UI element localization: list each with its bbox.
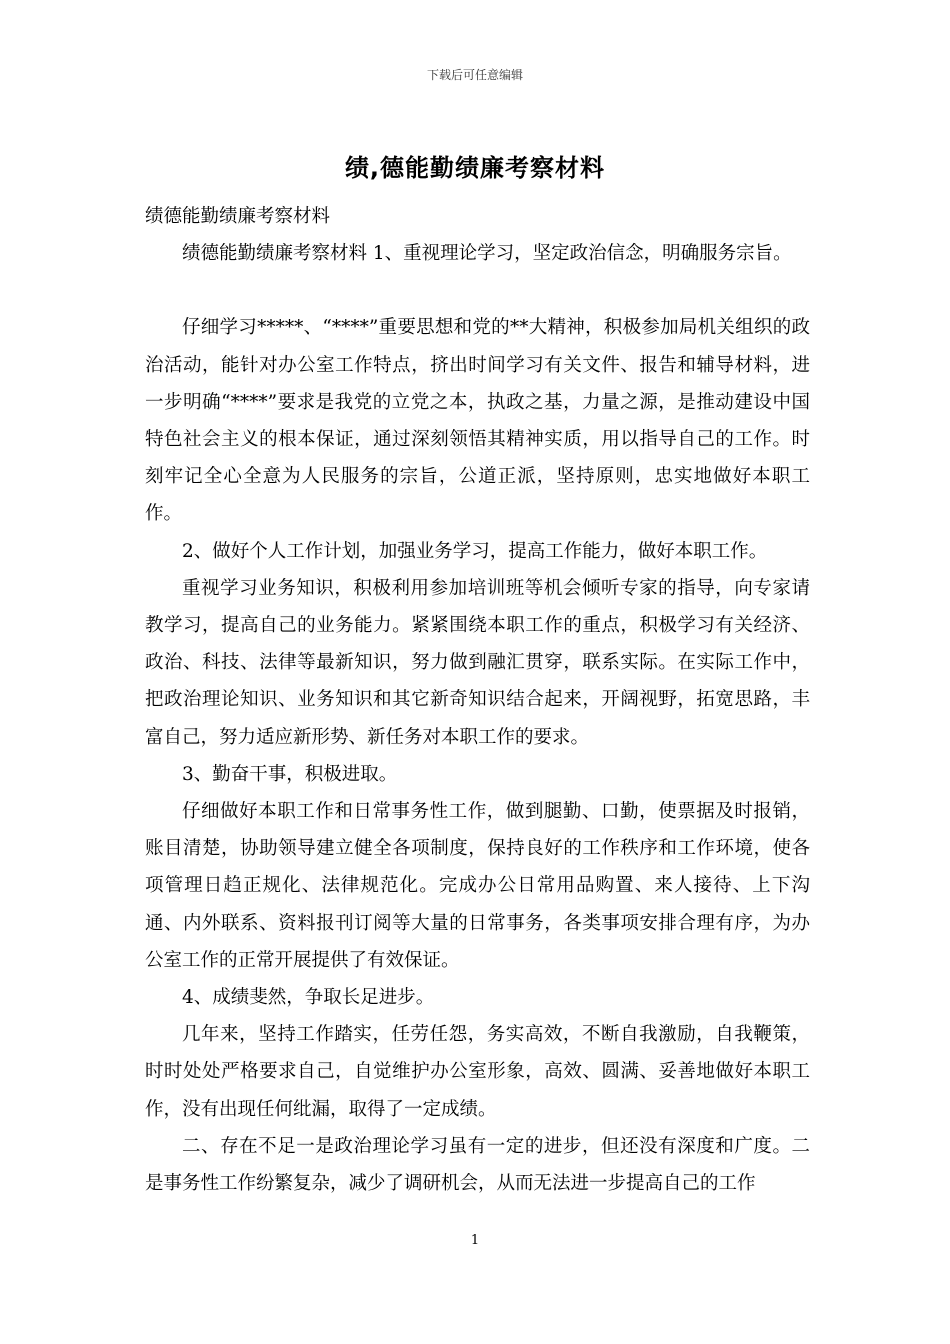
section-3-heading: 3、勤奋干事，积极进取。 [182,763,398,785]
body-paragraph: 仔细做好本职工作和日常事务性工作，做到腿勤、口勤，使票据及时报销，账目清楚，协助领导建立健全各项制度，保持良好的工作秩序和工作环境，使各项管理日趋正规化、法律规范化。完成办公日常用品购置、来人接待、上下沟通、内外联系、资料报刊订阅等大量的日常事务，各类事项安排合理有序，为办公室工作的正常开展提供了有效保证。 [145,801,810,971]
section-2-heading: 2、做好个人工作计划，加强业务学习，提高工作能力，做好本职工作。 [182,540,768,562]
section-4-heading: 4、成绩斐然，争取长足进步。 [182,987,435,1009]
document-title: 绩,德能勤绩廉考察材料 [344,154,606,182]
section-1-heading: 绩德能勤绩廉考察材料 1、重视理论学习，坚定政治信念，明确服务宗旨。 [182,243,792,265]
body-paragraph: 仔细学习*****、“****”重要思想和党的**大精神，积极参加局机关组织的政治活动，能针对办公室工作特点，挤出时间学习有关文件、报告和辅导材料，进一步明确“****”要求是我党的立党之本，执政之基，力量之源，是推动建设中国特色社会主义的根本保证，通过深刻领悟其精神实质，用以指导自己的工作。时刻牢记全心全意为人民服务的宗旨，公道正派，坚持原则，忠实地做好本职工作。 [145,317,810,525]
shortcomings-paragraph: 二、存在不足一是政治理论学习虽有一定的进步，但还没有深度和广度。二是事务性工作纷繁复杂，减少了调研机会，从而无法进一步提高自己的工作 [145,1135,810,1195]
document-body [145,198,810,1202]
body-paragraph: 几年来，坚持工作踏实，任劳任怨，务实高效，不断自我激励，自我鞭策，时时处处严格要求自己，自觉维护办公室形象，高效、圆满、妥善地做好本职工作，没有出现任何纰漏，取得了一定成绩。 [145,1024,810,1120]
body-paragraph: 重视学习业务知识，积极利用参加培训班等机会倾听专家的指导，向专家请教学习，提高自己的业务能力。紧紧围绕本职工作的重点，积极学习有关经济、政治、科技、法律等最新知识，努力做到融汇贯穿，联系实际。在实际工作中，把政治理论知识、业务知识和其它新奇知识结合起来，开阔视野，拓宽思路，丰富自己，努力适应新形势、新任务对本职工作的要求。 [145,577,810,748]
page-header-note: 下载后可任意编辑 [426,68,523,82]
page-number: 1 [470,1233,480,1248]
subtitle-paragraph: 绩德能勤绩廉考察材料 [145,206,331,227]
